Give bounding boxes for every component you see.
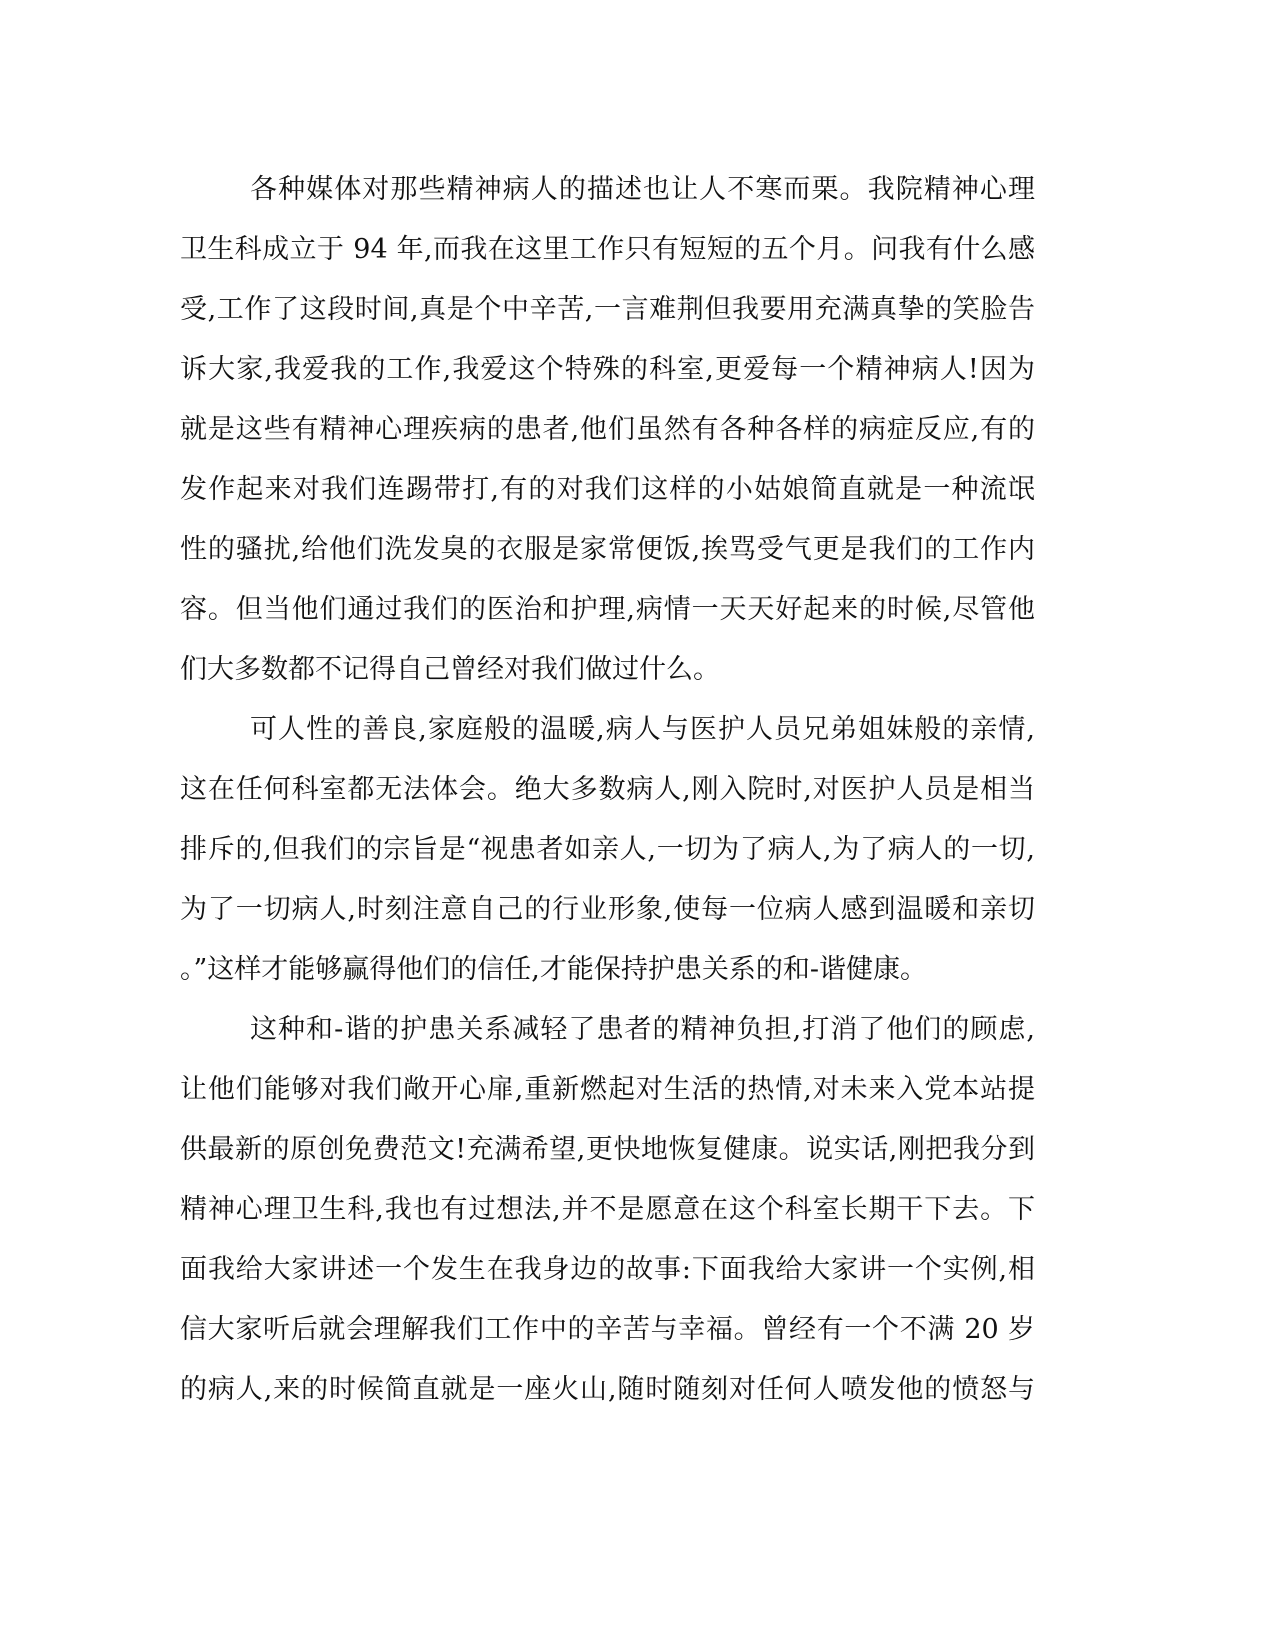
text-line: 为了一切病人,时刻注意自己的行业形象,使每一位病人感到温暖和亲切 xyxy=(180,894,1035,925)
text-line: 这种和-谐的护患关系减轻了患者的精神负担,打消了他们的顾虑, xyxy=(250,1014,1035,1045)
document-page xyxy=(180,160,1035,1420)
text-line: 发作起来对我们连踢带打,有的对我们这样的小姑娘简直就是一种流氓 xyxy=(180,474,1035,505)
text-line: 就是这些有精神心理疾病的患者,他们虽然有各种各样的病症反应,有的 xyxy=(180,414,1035,445)
text-line: 容。但当他们通过我们的医治和护理,病情一天天好起来的时候,尽管他 xyxy=(180,594,1035,625)
text-line: 排斥的,但我们的宗旨是“视患者如亲人,一切为了病人,为了病人的一切, xyxy=(180,834,1035,865)
text-line: 可人性的善良,家庭般的温暖,病人与医护人员兄弟姐妹般的亲情, xyxy=(250,714,1035,745)
text-line: 们大多数都不记得自己曾经对我们做过什么。 xyxy=(180,654,720,685)
text-line: 精神心理卫生科,我也有过想法,并不是愿意在这个科室长期干下去。下 xyxy=(180,1194,1035,1225)
text-line: 受,工作了这段时间,真是个中辛苦,一言难荆但我要用充满真挚的笑脸告 xyxy=(180,294,1035,325)
text-line: 各种媒体对那些精神病人的描述也让人不寒而栗。我院精神心理 xyxy=(250,174,1035,205)
text-line: 供最新的原创免费范文!充满希望,更快地恢复健康。说实话,刚把我分到 xyxy=(180,1134,1035,1165)
text-line: 信大家听后就会理解我们工作中的辛苦与幸福。曾经有一个不满 20 岁 xyxy=(180,1314,1035,1345)
text-line: 诉大家,我爱我的工作,我爱这个特殊的科室,更爱每一个精神病人!因为 xyxy=(180,354,1035,385)
text-line: 性的骚扰,给他们洗发臭的衣服是家常便饭,挨骂受气更是我们的工作内 xyxy=(180,534,1035,565)
text-line: 卫生科成立于 94 年,而我在这里工作只有短短的五个月。问我有什么感 xyxy=(180,234,1035,265)
text-line: 面我给大家讲述一个发生在我身边的故事:下面我给大家讲一个实例,相 xyxy=(180,1254,1035,1285)
text-line: 这在任何科室都无法体会。绝大多数病人,刚入院时,对医护人员是相当 xyxy=(180,774,1035,805)
text-line: 。”这样才能够赢得他们的信任,才能保持护患关系的和-谐健康。 xyxy=(180,954,928,985)
text-line: 让他们能够对我们敞开心扉,重新燃起对生活的热情,对未来入党本站提 xyxy=(180,1074,1035,1105)
text-line: 的病人,来的时候简直就是一座火山,随时随刻对任何人喷发他的愤怒与 xyxy=(180,1374,1035,1405)
